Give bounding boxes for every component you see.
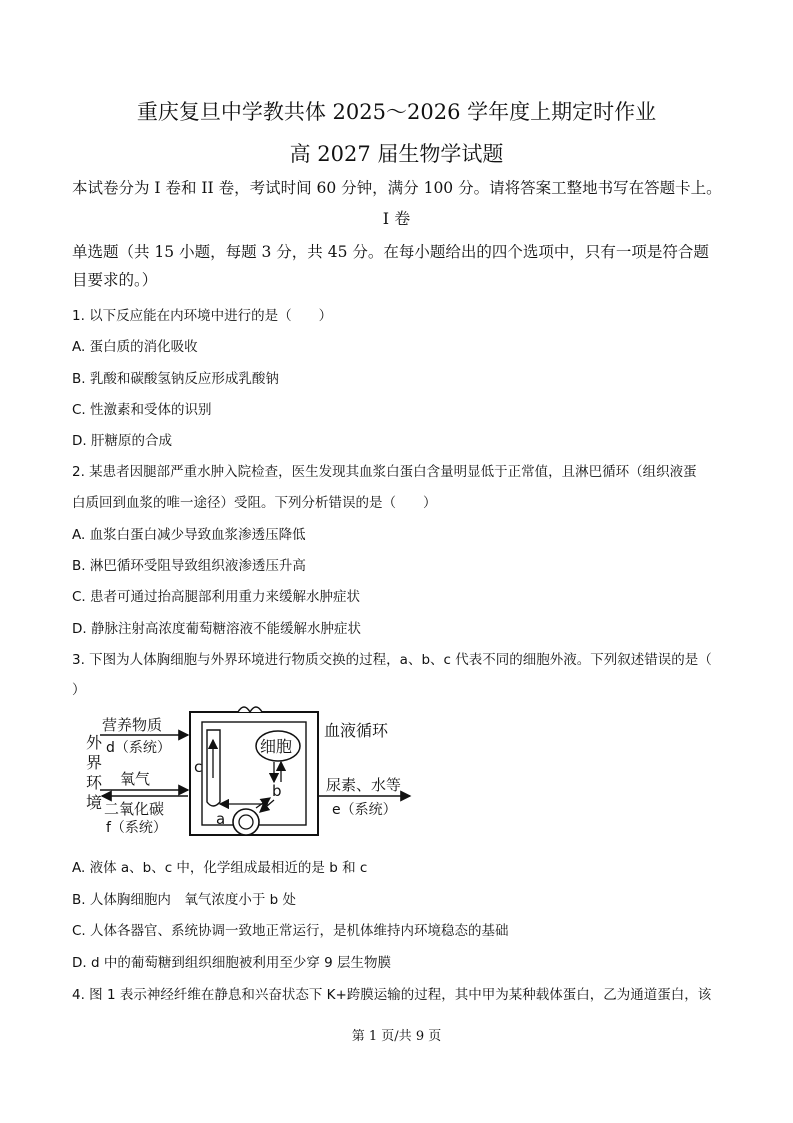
question-1-option-b: B. 乳酸和碳酸氢钠反应形成乳酸钠: [72, 371, 279, 387]
d-system-label: d（系统）: [106, 740, 171, 756]
section-label: I 卷: [382, 209, 411, 228]
question-2-stem-line-1: 2. 某患者因腿部严重水肿入院检查，医生发现其血浆白蛋白含量明显低于正常值，且淋巴循环（组织液蛋: [72, 464, 697, 480]
oxygen-label: 氧气: [120, 770, 151, 788]
question-3-option-a: A. 液体 a、b、c 中，化学组成最相近的是 b 和 c: [72, 860, 368, 876]
capillary-top-notch: [238, 707, 262, 712]
title-line-1: 重庆复旦中学教共体 2025～2026 学年度上期定时作业: [136, 100, 657, 124]
question-2-option-b: B. 淋巴循环受阻导致组织液渗透压升高: [72, 558, 306, 574]
outside-env-char-1: 外: [86, 733, 103, 752]
co2-label: 二氧化碳: [104, 800, 165, 818]
title-line-2: 高 2027 届生物学试题: [289, 142, 504, 166]
question-1-stem: 1. 以下反应能在内环境中进行的是（ ）: [72, 308, 333, 324]
question-3-option-d: D. d 中的葡萄糖到组织细胞被利用至少穿 9 层生物膜: [72, 955, 392, 971]
label-a: a: [216, 810, 226, 828]
label-b: b: [272, 782, 282, 800]
question-1-option-d: D. 肝糖原的合成: [72, 433, 172, 449]
question-2-option-d: D. 静脉注射高浓度葡萄糖溶液不能缓解水肿症状: [72, 621, 361, 637]
urea-label: 尿素、水等: [326, 776, 402, 794]
outside-env-char-4: 境: [86, 793, 103, 812]
question-3-stem-line-2: ）: [72, 682, 86, 698]
question-3-stem-line-1: 3. 下图为人体胸细胞与外界环境进行物质交换的过程，a、b、c 代表不同的细胞外液。下列叙述错误的是（: [72, 652, 712, 668]
page-footer: 第 1 页/共 9 页: [351, 1029, 442, 1044]
outside-env-char-2: 界: [86, 753, 103, 772]
question-2-option-c: C. 患者可通过抬高腿部利用重力来缓解水肿症状: [72, 589, 361, 605]
section-description-line-1: 单选题（共 15 小题，每题 3 分，共 45 分。在每小题给出的四个选项中，只有一项是符合题: [72, 243, 709, 261]
material-exchange-diagram: [70, 700, 420, 850]
blood-circulation-label: 血液循环: [324, 721, 389, 740]
nutrient-label: 营养物质: [102, 716, 163, 734]
question-4-stem-line-1: 4. 图 1 表示神经纤维在静息和兴奋状态下 K+跨膜运输的过程，其中甲为某种载体蛋白，乙为通道蛋白，该: [72, 987, 712, 1003]
exam-intro: 本试卷分为 I 卷和 II 卷，考试时间 60 分钟，满分 100 分。请将答案工整地书写在答题卡上。: [72, 179, 722, 197]
label-c: c: [194, 758, 203, 776]
b-to-a-arrow: [260, 800, 274, 812]
a-to-b-arrow: [256, 798, 270, 808]
question-3-option-b: B. 人体胸细胞内 氧气浓度小于 b 处: [72, 892, 296, 908]
f-system-label: f（系统）: [106, 820, 167, 836]
question-1-option-c: C. 性激素和受体的识别: [72, 402, 212, 418]
section-description-line-2: 目要求的。）: [72, 271, 158, 289]
capillary-inner-circle: [239, 815, 253, 829]
e-system-label: e（系统）: [332, 802, 397, 818]
question-2-stem-line-2: 白质回到血浆的唯一途径）受阻。下列分析错误的是（ ）: [72, 495, 437, 511]
question-3-option-c: C. 人体各器官、系统协调一致地正常运行，是机体维持内环境稳态的基础: [72, 923, 509, 939]
cell-label: 细胞: [260, 737, 293, 756]
question-2-option-a: A. 血浆白蛋白减少导致血浆渗透压降低: [72, 527, 306, 543]
outside-env-char-3: 环: [86, 773, 103, 792]
question-1-option-a: A. 蛋白质的消化吸收: [72, 339, 198, 355]
